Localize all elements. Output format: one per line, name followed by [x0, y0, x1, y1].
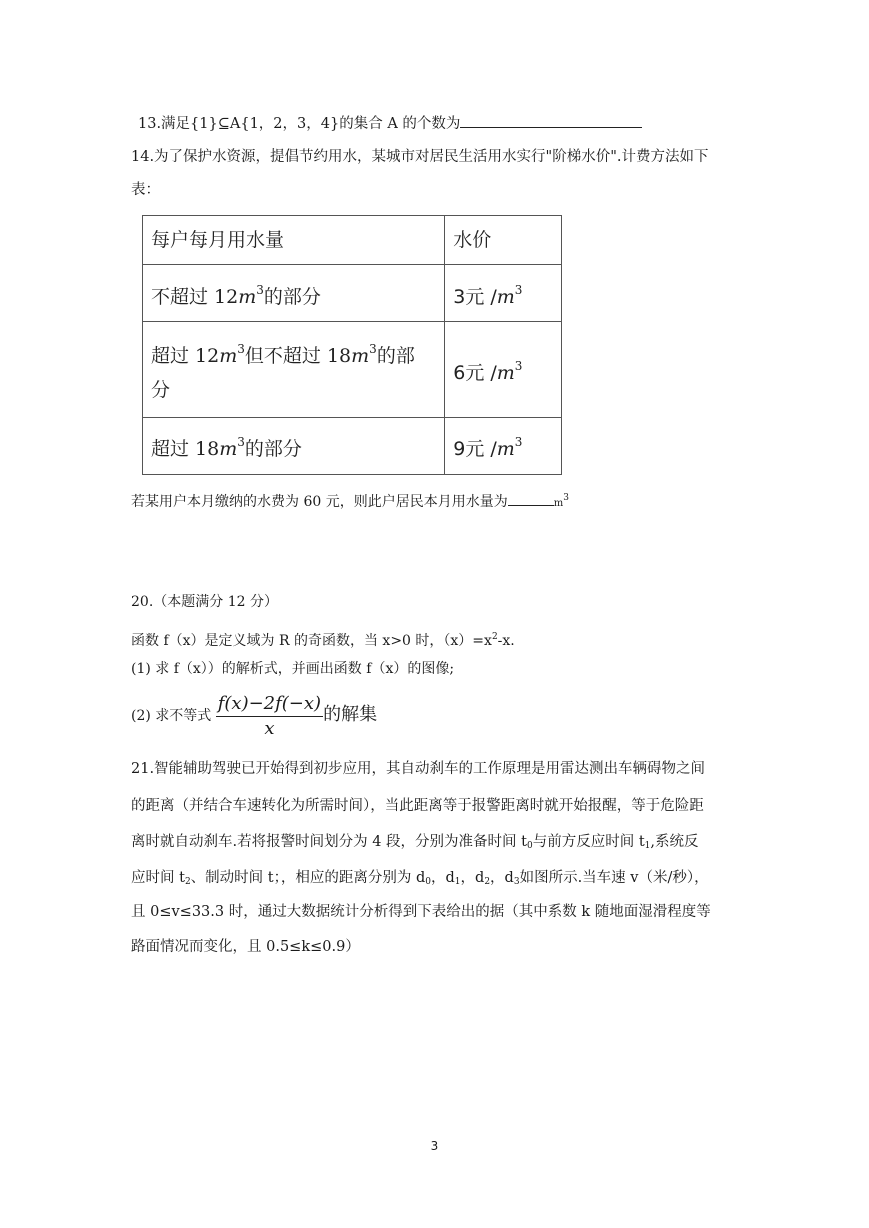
question-20-stem: 函数 f（x）是定义域为 R 的奇函数，当 x>0 时，$(x)=x^2-x$. — [131, 632, 515, 649]
table-row — [143, 417, 562, 474]
answer-blank-14 — [508, 491, 554, 506]
question-14-line2: 表： — [131, 182, 160, 198]
question-21-line2: 的距离（并结合车速转化为所需时间），当此距离等于报警距离时就开始报醒，等于危险距 — [131, 798, 704, 814]
row1-price: 3元 $/m^3$ — [445, 265, 562, 322]
table-row — [143, 322, 562, 418]
question-14-line1: 14.为了保护水资源，提倡节约用水，某城市对居民生活用水实行"阶梯水价".计费方法如下 — [131, 149, 709, 165]
water-price-table — [142, 215, 562, 475]
question-20-title: 20.（本题满分 12 分） — [131, 594, 278, 610]
answer-blank-13 — [460, 113, 642, 128]
header-price: 水价 — [445, 216, 562, 265]
question-20-part1: (1) 求 f（x））的解析式，并画出函数 f（x）的图像; — [131, 661, 455, 677]
question-21-line3: 离时就自动刹车.若将报警时间划分为 4 段，分别为准备时间 $t_0$与前方反应时间 $t_1$,系统反 — [131, 834, 699, 851]
question-20-part2: (2) 求不等式 $\frac{f(x)-2f(-x)}{x}$ 的解集 — [131, 692, 378, 739]
row3-usage: 超过 $18m^3$的部分 — [143, 417, 445, 474]
row1-usage: 不超过 $12m^3$的部分 — [143, 265, 445, 322]
question-21-line4: 应时间 $t_2$、制动时间 t；，相应的距离分别为 $d_0$，$d_1$，$d_2$，$d_3$如图所示.当车速 v（米/秒）， — [131, 870, 709, 887]
question-13-text: 13.满足{1}⊆A{1，2，3，4}的集合 A 的个数为 — [138, 116, 461, 132]
question-21-line6: 路面情况而变化，且 0.5≤k≤0.9） — [131, 939, 360, 955]
row3-price: 9元 $/m^3$ — [445, 417, 562, 474]
question-13 — [138, 113, 642, 134]
question-14-ask: 若某用户本月缴纳的水费为 60 元，则此户居民本月用水量为 $m^3$ — [131, 493, 569, 510]
table-row — [143, 265, 562, 322]
header-usage: 每户每月用水量 — [143, 216, 445, 265]
question-21-line5: 且 0≤v≤33.3 时，通过大数据统计分析得到下表给出的据（其中系数 k 随地面湿滑程度等 — [131, 904, 711, 920]
inequality-fraction: $\frac{f(x)-2f(-x)}{x}$ — [217, 692, 322, 739]
question-21-line1: 21.智能辅助驾驶已开始得到初步应用，其自动刹车的工作原理是用雷达测出车辆碍物之间 — [131, 761, 706, 777]
table-row — [143, 216, 562, 265]
page-number: 3 — [430, 1139, 439, 1153]
row2-usage: 超过 $12m^3$但不超过 $18m^3$的部 分 — [143, 322, 445, 418]
row2-price: 6元 $/m^3$ — [445, 322, 562, 418]
